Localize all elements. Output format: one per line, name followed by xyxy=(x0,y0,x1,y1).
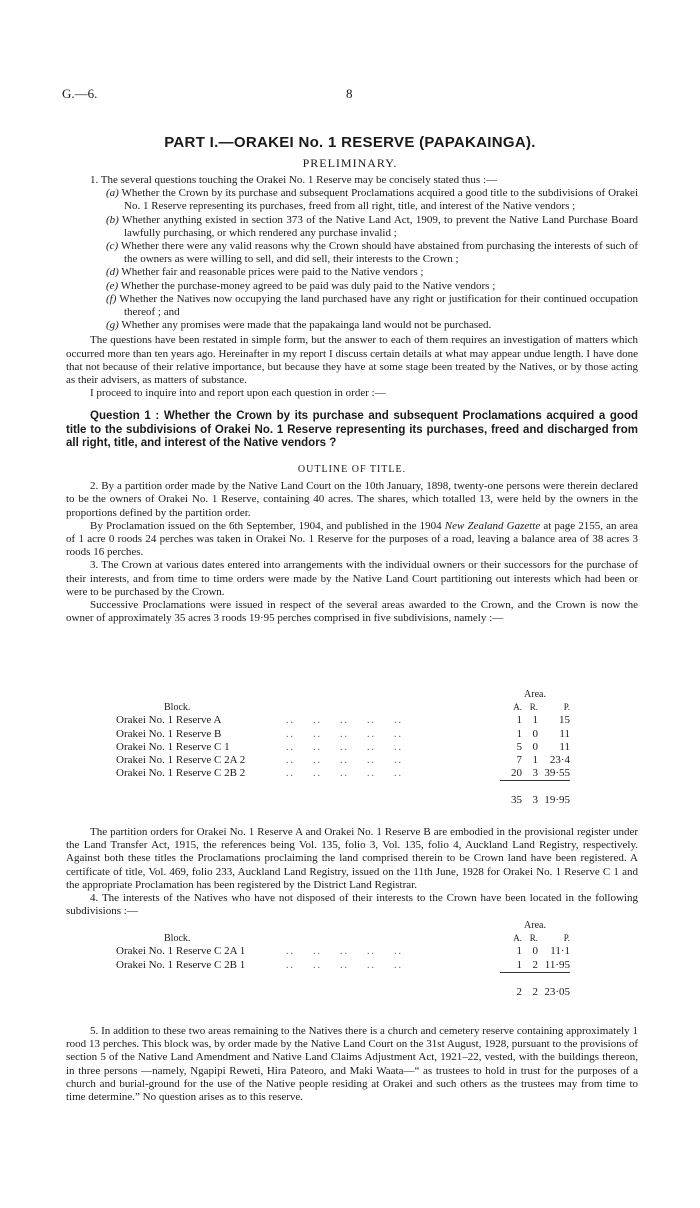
block-label: Block. xyxy=(164,702,191,714)
paragraph-4: 4. The interests of the Natives who have not disposed of their interests to the Crown have been located in the following subdivisions :— xyxy=(66,892,638,918)
area-label: Area. xyxy=(524,689,546,700)
block-label: Block. xyxy=(164,933,191,945)
paragraph-proceed: I proceed to inquire into and report upon each question in order :— xyxy=(90,387,386,400)
crown-subdivisions-table: Area. Block. A. R. P. Orakei No. 1 Reserve A .. .. .. .. .. 1 1 15 Orakei No. 1 Reserve B .. .. .. .. .. 1 0 11 Orakei No. 1 Reserve C 1 .. .. .. .. .. 5 0 11 Orakei No. 1 Reserve C 2A 2 .. .. .. .. .. 7 1 23·4 Orakei No. 1 Reserve C 2B 2 .. .. .. .. .. 20 3 39·55 35 3 19·95 xyxy=(116,689,570,807)
paragraph-proclamation: By Proclamation issued on the 6th September, 1904, and published in the 1904 New Zealand Gazette at page 2155, an area of 1 acre 0 roods 24 perches was taken in Orakei No. 1 Reserve for the purposes of a road, leaving a balance area of 38 acres 3 roods 16 perches. xyxy=(66,519,638,559)
table-row: Orakei No. 1 Reserve C 2B 1 .. .. .. .. .. 1 2 11·95 xyxy=(116,958,570,971)
paragraph-1-intro: 1. The several questions touching the Orakei No. 1 Reserve may be concisely stated thus :— xyxy=(90,174,497,186)
question-1-heading: Question 1 : Whether the Crown by its purchase and subsequent Proclamations acquired a good title to the subdivisions of Orakei No. 1 Reserve representing its purchases, freed and discharged from all right, title, and interest of the Native vendors ? xyxy=(66,410,638,450)
preliminary-section xyxy=(66,174,638,625)
paragraph-2: 2. By a partition order made by the Native Land Court on the 10th January, 1898, twenty-one persons were therein declared to be the owners of Orakei No. 1 Reserve, containing 40 acres. The shares, which totalled 13, were held by the owners in the proportions defined by the partition order. xyxy=(66,480,638,519)
list-item: (b) Whether anything existed in section 373 of the Native Land Act, 1909, to prevent the Native Land Purchase Board lawfully purchasing, or which rendered any purchase invalid ; xyxy=(106,213,638,239)
list-item: (e) Whether the purchase-money agreed to be paid was duly paid to the Native vendors ; xyxy=(106,279,496,292)
outline-heading: OUTLINE OF TITLE. xyxy=(297,463,407,475)
table-row: Orakei No. 1 Reserve C 2B 2 .. .. .. .. .. 20 3 39·55 xyxy=(116,767,570,780)
native-subdivisions-table: Area. Block. A. R. P. Orakei No. 1 Reserve C 2A 1 .. .. .. .. .. 1 0 11·1 Orakei No. 1 Reserve C 2B 1 .. .. .. .. .. 1 2 11·95 2 2 23·05 xyxy=(116,920,570,998)
table-row: Orakei No. 1 Reserve C 2A 1 .. .. .. .. .. 1 0 11·1 xyxy=(116,945,570,958)
list-item: (f) Whether the Natives now occupying the land purchased have any right or justification for their continued occupation thereof ; and xyxy=(106,292,638,319)
table-total-row: 2 2 23·05 xyxy=(516,985,570,998)
list-item: (a) Whether the Crown by its purchase and subsequent Proclamations acquired a good title to the subdivisions of Orakei No. 1 Reserve representing its purchases, freed from all right, title, and interest of the Native vendors ; xyxy=(106,187,638,213)
list-item: (g) Whether any promises were made that the papakainga land would not be purchased. xyxy=(106,319,492,332)
table-row: Orakei No. 1 Reserve C 1 .. .. .. .. .. 5 0 11 xyxy=(116,740,570,753)
page-number: 8 xyxy=(346,86,353,101)
registration-section xyxy=(66,826,638,918)
question-list xyxy=(66,187,638,332)
table-row: Orakei No. 1 Reserve C 2A 2 .. .. .. .. .. 7 1 23·4 xyxy=(116,754,570,767)
paragraph-partition: The partition orders for Orakei No. 1 Reserve A and Orakei No. 1 Reserve B are embodied in the provisional register under the Land Transfer Act, 1915, the references being Vol. 135, folio 3, Vol. 135, folio 4, Auckland Land Registry, respectively. Against both these titles the Proclamations proclaiming the land comprised therein to be Crown land have been registered. A certificate of title, Vol. 469, folio 233, Auckland Land Registry, issued on the 11th June, 1928 for Orakei No. 1 Reserve C 1 and the appropriate Proclamation has been registered by the District Land Registrar. xyxy=(66,826,638,891)
list-item: (d) Whether fair and reasonable prices were paid to the Native vendors ; xyxy=(106,266,424,279)
table-row: Orakei No. 1 Reserve B .. .. .. .. .. 1 0 11 xyxy=(116,727,570,740)
part-title: PART I.—ORAKEI No. 1 RESERVE (PAPAKAINGA). xyxy=(164,134,536,151)
list-item: (c) Whether there were any valid reasons why the Crown should have abstained from purchasing the interests of such of the owners as were willing to sell, and did sell, their interests to the Crown ; xyxy=(106,240,638,266)
table-row: Orakei No. 1 Reserve A .. .. .. .. .. 1 1 15 xyxy=(116,714,570,727)
area-label: Area. xyxy=(524,920,546,931)
paragraph-3: 3. The Crown at various dates entered into arrangements with the individual owners or their successors for the purchase of their interests, and from time to time orders were made by the Native Land Court partitioning out interests which had been or were to be purchased by the Crown. xyxy=(66,559,638,598)
church-reserve-section xyxy=(66,1025,638,1104)
preliminary-heading: PRELIMINARY. xyxy=(302,156,398,170)
running-header-left: G.—6. xyxy=(62,86,98,101)
paragraph-5: 5. In addition to these two areas remaining to the Natives there is a church and cemetery reserve containing approximately 1 rood 13 perches. This block was, by order made by the Native Land Court on the 31st August, 1928, pursuant to the provisions of section 5 of the Native Land Amendment and Native Land Claims Adjustment Act, 1921–22, vested, with the buildings thereon, in three persons —namely, Ngapipi Reweti, Hira Pateoro, and Maki Waata—“ as trustees to hold in trust for the purposes of a church and burial-ground for the use of the Native people residing at Orakei and such others as the trustees may from time to time determine.” No question arises as to this reserve. xyxy=(66,1025,638,1104)
paragraph-restated: The questions have been restated in simple form, but the answer to each of them requires an investigation of matters which occurred more than ten years ago. Hereinafter in my report I discuss certain details at what may appear undue length. I have done that not because of their relative importance, but because they have at some stage been treated by the Natives, or by those acting as their advisers, as matters of substance. xyxy=(66,334,638,387)
table-total-row: 35 3 19·95 xyxy=(511,794,570,807)
paragraph-successive: Successive Proclamations were issued in respect of the several areas awarded to the Crown, and the Crown is now the owner of approximately 35 acres 3 roods 19·95 perches comprised in five subdivisions, namely :— xyxy=(66,598,638,625)
